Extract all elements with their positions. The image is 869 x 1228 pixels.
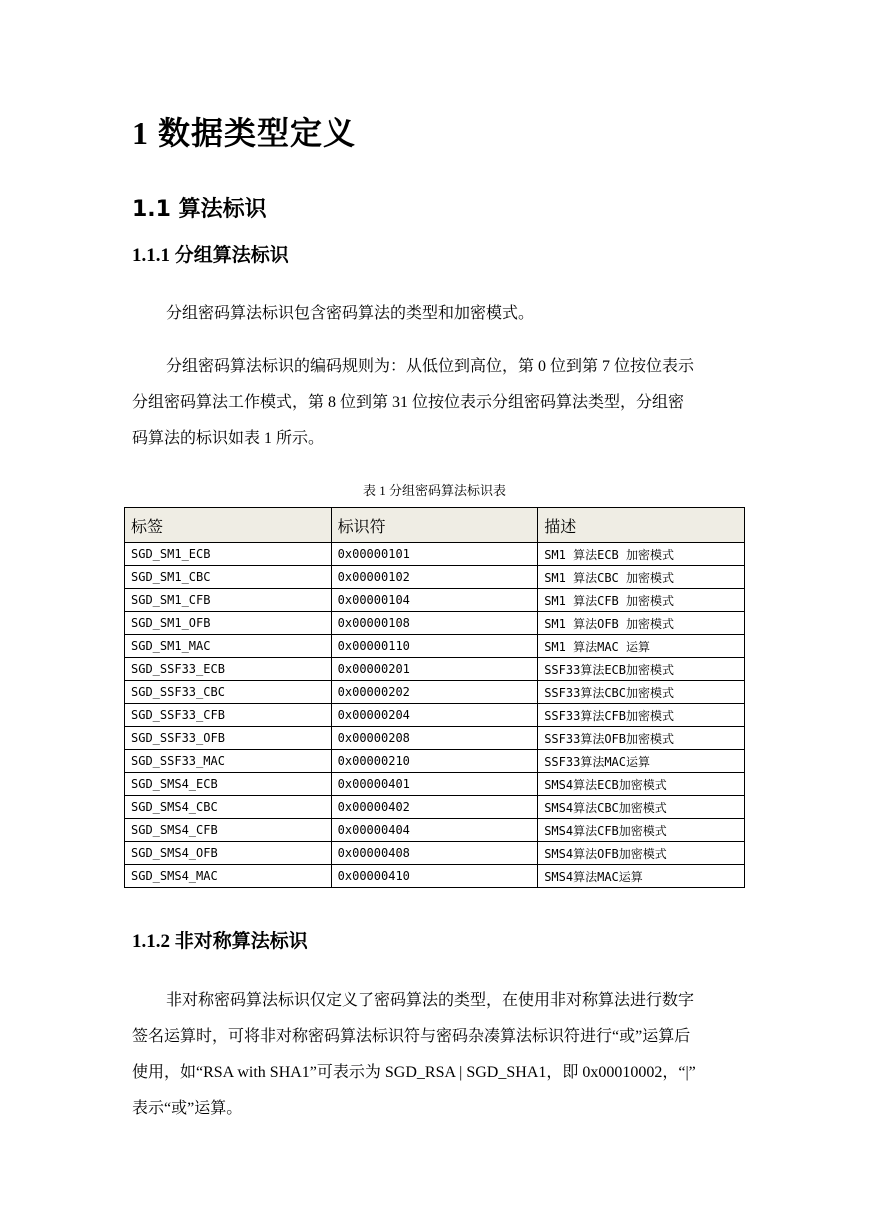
cell-identifier: 0x00000410 [331,865,538,888]
cell-label: SGD_SSF33_CBC [125,681,332,704]
block-cipher-id-table [124,507,745,888]
table-row [125,819,745,842]
column-header-label: 标签 [125,508,332,543]
table-row [125,704,745,727]
cell-identifier: 0x00000110 [331,635,538,658]
paragraph-encoding-rule [132,349,744,457]
page-title: 1 数据类型定义 [132,115,357,151]
cell-label: SGD_SSF33_ECB [125,658,332,681]
table-row [125,658,745,681]
table-row [125,727,745,750]
cell-label: SGD_SM1_CFB [125,589,332,612]
paragraph-line: 签名运算时，可将非对称密码算法标识符与密码杂凑算法标识符进行“或”运算后 [132,1028,691,1045]
cell-description: SSF33算法CFB加密模式 [538,704,745,727]
cell-label: SGD_SM1_MAC [125,635,332,658]
cell-description: SSF33算法MAC运算 [538,750,745,773]
cell-identifier: 0x00000404 [331,819,538,842]
cell-description: SSF33算法CBC加密模式 [538,681,745,704]
table-header-row [125,508,745,543]
cell-identifier: 0x00000108 [331,612,538,635]
cell-identifier: 0x00000102 [331,566,538,589]
cell-label: SGD_SSF33_OFB [125,727,332,750]
cell-label: SGD_SMS4_ECB [125,773,332,796]
cell-description: SMS4算法MAC运算 [538,865,745,888]
table-row [125,773,745,796]
cell-description: SM1 算法ECB 加密模式 [538,543,745,566]
cell-description: SMS4算法ECB加密模式 [538,773,745,796]
cell-label: SGD_SMS4_CFB [125,819,332,842]
cell-identifier: 0x00000201 [331,658,538,681]
table-row [125,842,745,865]
subsection-heading-block-cipher: 1.1.1 分组算法标识 [132,245,289,266]
cell-label: SGD_SM1_CBC [125,566,332,589]
table-row [125,750,745,773]
table-row [125,543,745,566]
cell-identifier: 0x00000101 [331,543,538,566]
paragraph-line: 码算法的标识如表 1 所示。 [132,430,325,447]
cell-description: SM1 算法MAC 运算 [538,635,745,658]
cell-identifier: 0x00000208 [331,727,538,750]
table-row [125,589,745,612]
cell-identifier: 0x00000202 [331,681,538,704]
paragraph-line: 使用，如“RSA with SHA1”可表示为 SGD_RSA | SGD_SHA1，即 0x00010002，“|” [132,1064,696,1081]
cell-description: SM1 算法OFB 加密模式 [538,612,745,635]
cell-label: SGD_SSF33_MAC [125,750,332,773]
cell-identifier: 0x00000104 [331,589,538,612]
table-row [125,566,745,589]
paragraph-line: 非对称密码算法标识仅定义了密码算法的类型，在使用非对称算法进行数字 [166,992,695,1009]
section-heading: 1.1 算法标识 [132,197,267,222]
cell-identifier: 0x00000408 [331,842,538,865]
subsection-heading-asymmetric: 1.1.2 非对称算法标识 [132,931,308,952]
cell-identifier: 0x00000401 [331,773,538,796]
paragraph-line: 分组密码算法标识的编码规则为：从低位到高位，第 0 位到第 7 位按位表示 [166,358,695,375]
cell-description: SM1 算法CFB 加密模式 [538,589,745,612]
cell-description: SSF33算法OFB加密模式 [538,727,745,750]
table-row [125,635,745,658]
cell-label: SGD_SM1_ECB [125,543,332,566]
paragraph-asymmetric [132,983,744,1127]
cell-description: SMS4算法CFB加密模式 [538,819,745,842]
cell-identifier: 0x00000402 [331,796,538,819]
cell-identifier: 0x00000204 [331,704,538,727]
cell-description: SSF33算法ECB加密模式 [538,658,745,681]
table-row [125,612,745,635]
cell-description: SM1 算法CBC 加密模式 [538,566,745,589]
cell-description: SMS4算法CBC加密模式 [538,796,745,819]
table-caption: 表 1 分组密码算法标识表 [362,483,506,498]
cell-description: SMS4算法OFB加密模式 [538,842,745,865]
column-header-description: 描述 [538,508,745,543]
cell-label: SGD_SSF33_CFB [125,704,332,727]
cell-label: SGD_SMS4_CBC [125,796,332,819]
column-header-identifier: 标识符 [331,508,538,543]
paragraph-line: 分组密码算法标识包含密码算法的类型和加密模式。 [166,305,535,322]
paragraph-block-cipher-intro [132,296,744,332]
cell-label: SGD_SMS4_MAC [125,865,332,888]
paragraph-line: 分组密码算法工作模式，第 8 位到第 31 位按位表示分组密码算法类型，分组密 [132,394,685,411]
table-row [125,796,745,819]
table-row [125,865,745,888]
cell-label: SGD_SM1_OFB [125,612,332,635]
cell-label: SGD_SMS4_OFB [125,842,332,865]
cell-identifier: 0x00000210 [331,750,538,773]
paragraph-line: 表示“或”运算。 [132,1100,243,1117]
table-row [125,681,745,704]
